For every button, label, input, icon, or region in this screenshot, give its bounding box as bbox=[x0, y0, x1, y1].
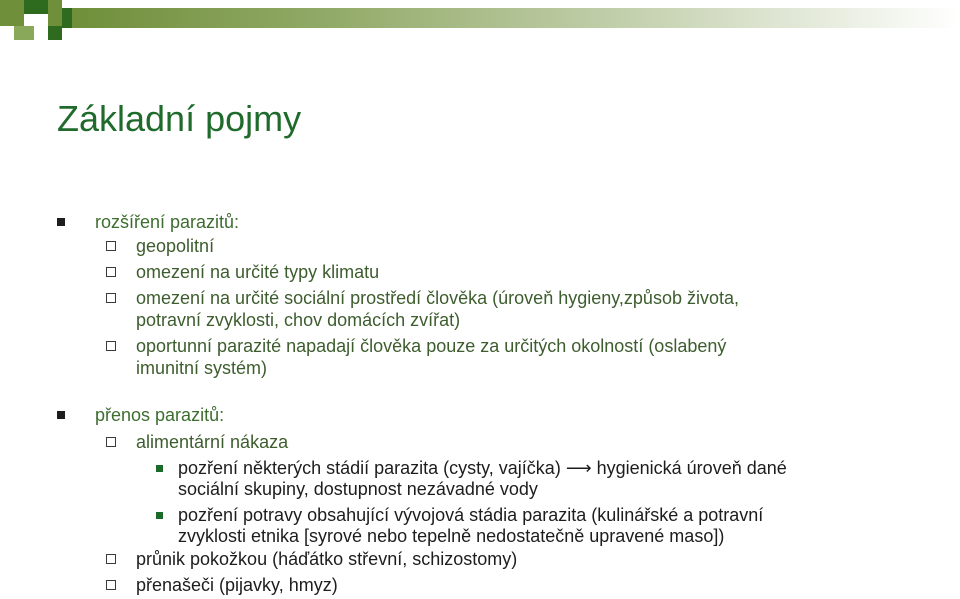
list-subitem: omezení na určité typy klimatu bbox=[136, 262, 380, 282]
list-subitem: oportunní parazité napadají člověka pouze za určitých okolností (oslabený bbox=[136, 336, 727, 356]
bullet-hollow-square-icon bbox=[106, 554, 116, 564]
list-subitem-continuation: imunitní systém) bbox=[136, 358, 268, 378]
list-subsubitem: pozření některých stádií parazita (cysty, vajíčka) ⟶ hygienická úroveň dané bbox=[178, 458, 787, 478]
list-subsubitem-continuation: zvyklosti etnika [syrové nebo tepelně nedostatečně upravené maso]) bbox=[178, 526, 725, 546]
bullet-hollow-square-icon bbox=[106, 437, 116, 447]
bullet-square-small-icon bbox=[156, 512, 163, 519]
list-subsubitem-continuation: sociální skupiny, dostupnost nezávadné vody bbox=[178, 479, 538, 499]
list-subitem: průnik pokožkou (háďátko střevní, schizostomy) bbox=[136, 549, 518, 569]
list-subsubitem: pozření potravy obsahující vývojová stádia parazita (kulinářské a potravní bbox=[178, 505, 764, 525]
slide-title: Základní pojmy bbox=[57, 98, 302, 139]
bullet-square-icon bbox=[57, 218, 65, 226]
bullet-square-icon bbox=[57, 411, 65, 419]
bullet-hollow-square-icon bbox=[106, 241, 116, 251]
bullet-square-small-icon bbox=[156, 465, 163, 472]
bullet-hollow-square-icon bbox=[106, 580, 116, 590]
bullet-hollow-square-icon bbox=[106, 293, 116, 303]
list-subitem: omezení na určité sociální prostředí člověka (úroveň hygieny,způsob života, bbox=[136, 288, 739, 308]
list-item-distribution: rozšíření parazitů: bbox=[95, 212, 240, 232]
list-subitem-continuation: potravní zvyklosti, chov domácích zvířat) bbox=[136, 310, 461, 330]
bullet-hollow-square-icon bbox=[106, 341, 116, 351]
list-subitem: geopolitní bbox=[136, 236, 215, 256]
bullet-hollow-square-icon bbox=[106, 267, 116, 277]
list-subitem: přenašeči (pijavky, hmyz) bbox=[136, 575, 338, 595]
list-subitem: alimentární nákaza bbox=[136, 432, 289, 452]
list-item-transmission: přenos parazitů: bbox=[95, 405, 225, 425]
